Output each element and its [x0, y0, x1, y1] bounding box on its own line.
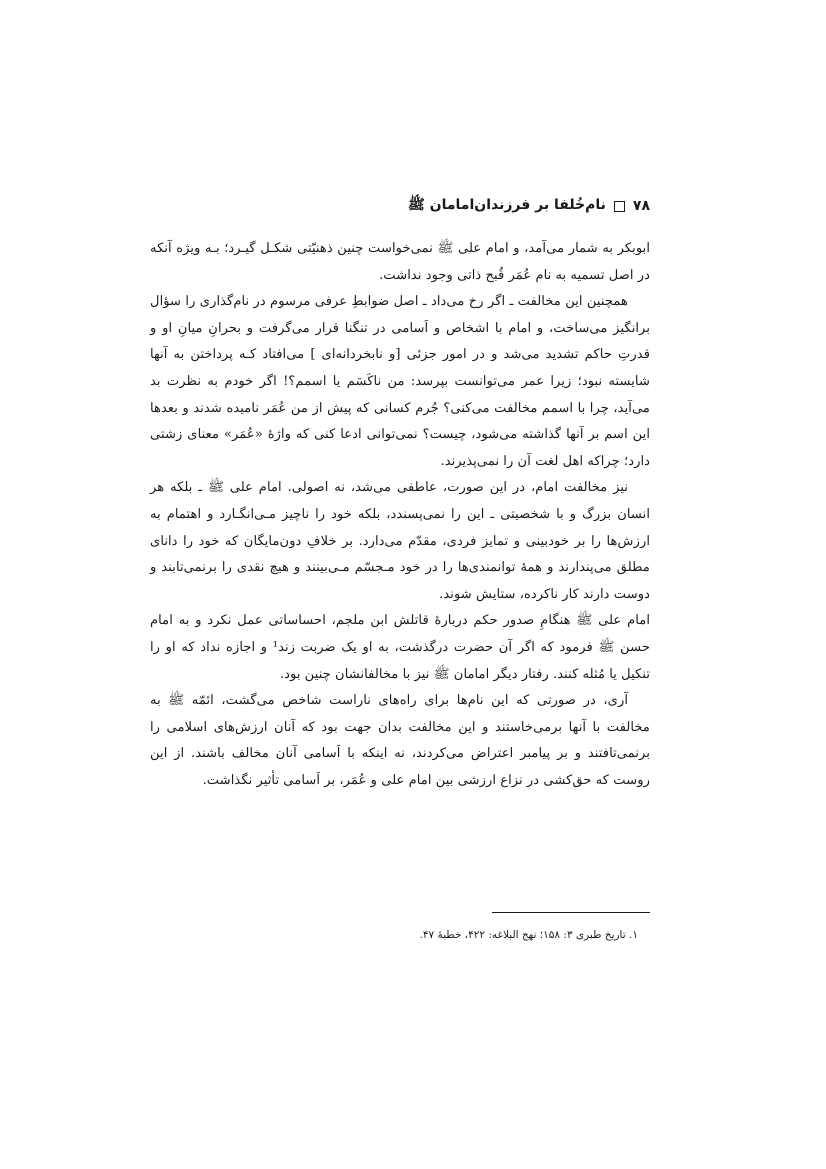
page-number: ۷۸ — [632, 198, 650, 214]
paragraph-1: ابوبکر به شمار می‌آمد، و امام علی ﷺ نمی‌خواست چنین ذهنیّتی شکـل گیـرد؛ بـه ویژه آنکه در اصل تسمیه به نام عُمَر قُبح ذاتی وجود نداشت. — [150, 241, 650, 283]
square-bullet-icon — [614, 201, 625, 212]
footnote-divider — [492, 912, 650, 913]
paragraph-2: همچنین این مخالفت ـ اگر رخ می‌داد ـ اصل ضوابطِ عرفی مرسوم در نام‌گذاری را سؤال برانگیز می‌ساخت، و امام با اشخاص و اَسامی در تنگنا قرار می‌گرفت و بحرانِ میانِ او و قدرتِ حاکم تشدید می‌شد و در امور جزئی [و نابخردانه‌ای ] می‌افتاد کـه پرداختن به آنها شایسته نبود؛ زیرا عمر می‌توانست بپرسد: من ناکَسَم یا اسمم؟! اگر خودم به نظرت بد می‌آید، چرا با اسمم مخالفت می‌کنی؟ جُرم کسانی که پیش از من عُمَر نامیده شدند و بعدها این اسم بر آنها گذاشته می‌شود، چیست؟ نمی‌توانی ادعا کنی که واژهٔ «عُمَر» معنای زشتی دارد؛ چراکه اهل لغت آن را نمی‌پذیرند. — [150, 294, 650, 469]
paragraph-4: امام علی ﷺ هنگامِ صدور حکم دربارهٔ قاتلش ابن ملجم، احساساتی عمل نکرد و به امام حسن ﷺ فرمود که اگر آن حضرت درگذشت، به او یک ضربت زند¹ و اجازه نداد که او را تنکیل یا مُثله کنند. رفتار دیگر امامان ﷺ نیز با مخالفانشان چنین بود. — [150, 613, 650, 682]
main-text — [150, 236, 650, 794]
paragraph-3: نیز مخالفت امام، در این صورت، عاطفی می‌شد، نه اصولی. امام علی ﷺ ـ بلکه هر انسان بزرگ و با شخصیتی ـ این را نمی‌پسندد، بلکه خود را ناچیز مـی‌انگـارد و اهتمام به ارزش‌ها را بر خودبینی و تمایز فردی، مقدّم می‌دارد. بر خلافِ دون‌مایگان که خود را دانای مطلق می‌پندارند و همهٔ توانمندی‌ها را در خود مـجسّم مـی‌بینند و هیچ نقدی را برنمی‌تابند و دوست دارند کار ناکرده، ستایش شوند. — [150, 480, 650, 602]
paragraph-5: آری، در صورتی که این نام‌ها برای راه‌های ناراست شاخص می‌گشت، ائمّه ﷺ به مخالفت با آنها برمی‌خاستند و این مخالفت بدان جهت بود که آنان ارزش‌های اسلامی را برنمی‌تافتند و بر پیامبر اعتراض می‌کردند، نه اینکه با اَسامی آنان مخالف باشند. از این روست که حق‌کشی در نزاع ارزشی بین امام علی و عُمَر، بر اَسامی تأثیر نگذاشت. — [150, 693, 650, 788]
chapter-title: نام‌خُلفا بر فرزندان‌امامان ﷺ — [407, 197, 606, 213]
running-header — [150, 196, 650, 216]
footnote: ۱. تاریخ طبری ۳: ۱۵۸؛ نهج البلاغه: ۴۲۲، خطبهٔ ۴۷. — [419, 929, 638, 941]
